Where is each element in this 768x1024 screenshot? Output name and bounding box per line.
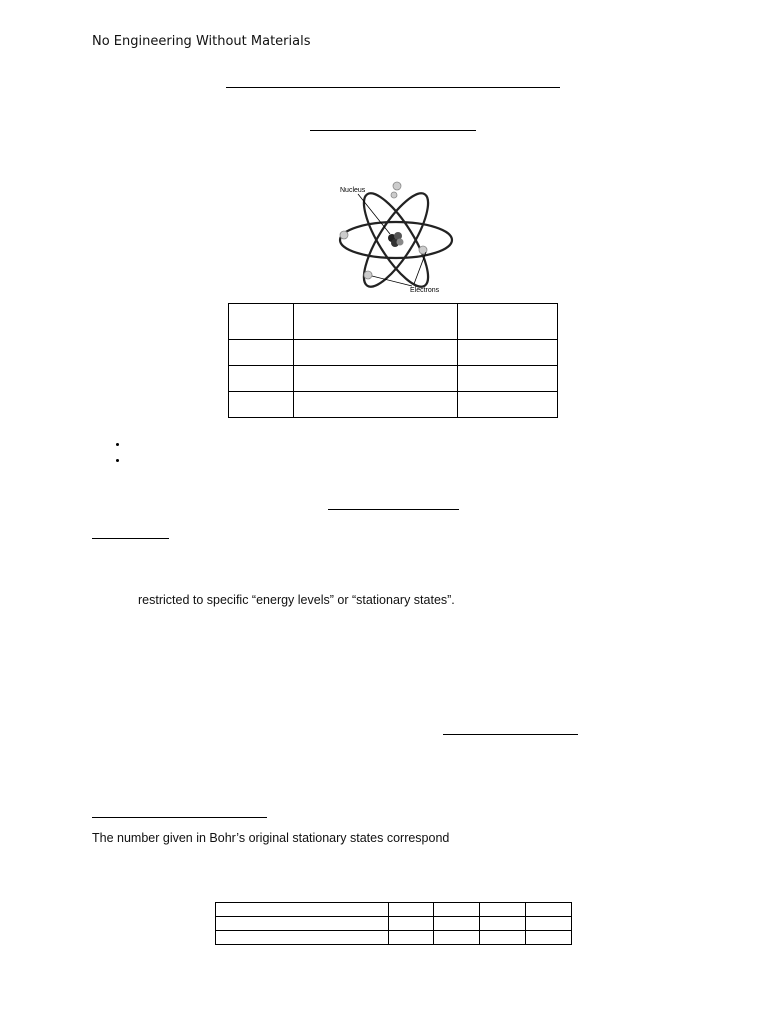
energy-levels-text: restricted to specific “energy levels” or “stationary states”.	[138, 593, 455, 607]
table-cell	[229, 304, 294, 340]
table-row	[216, 931, 572, 945]
table-cell	[216, 903, 389, 917]
title-rule	[226, 87, 560, 88]
table-row	[229, 340, 558, 366]
section-rule	[328, 509, 459, 510]
table-cell	[293, 340, 457, 366]
table-cell	[458, 304, 558, 340]
table-cell	[293, 304, 457, 340]
page-header-title: No Engineering Without Materials	[92, 34, 311, 49]
table-cell	[458, 366, 558, 392]
table-cell	[229, 366, 294, 392]
table-cell	[229, 392, 294, 418]
states-table	[215, 902, 572, 945]
term-rule-2	[443, 734, 578, 735]
table-row	[216, 903, 572, 917]
table-cell	[434, 931, 480, 945]
table-cell	[229, 340, 294, 366]
table-cell	[526, 903, 572, 917]
nucleus-label: Nucleus	[340, 187, 366, 194]
table-cell	[480, 931, 526, 945]
atom-diagram	[334, 180, 460, 298]
electrons-label: Electrons	[410, 287, 440, 294]
table-cell	[216, 917, 389, 931]
table-cell	[434, 903, 480, 917]
table-row	[229, 304, 558, 340]
table-cell	[434, 917, 480, 931]
particle-table	[228, 303, 558, 418]
table-cell	[480, 903, 526, 917]
table-row	[229, 392, 558, 418]
bohr-states-text: The number given in Bohr’s original stationary states correspond	[92, 831, 450, 845]
term-rule-1	[92, 538, 169, 539]
subtitle-rule	[310, 130, 476, 131]
table-cell	[458, 340, 558, 366]
table-cell	[458, 392, 558, 418]
table-cell	[293, 366, 457, 392]
table-row	[229, 366, 558, 392]
term-rule-3	[92, 817, 267, 818]
table-cell	[526, 917, 572, 931]
table-cell	[293, 392, 457, 418]
table-cell	[388, 931, 434, 945]
table-cell	[216, 931, 389, 945]
table-row	[216, 917, 572, 931]
table-cell	[526, 931, 572, 945]
table-cell	[388, 903, 434, 917]
table-cell	[480, 917, 526, 931]
table-cell	[388, 917, 434, 931]
nucleus-icon	[388, 232, 404, 247]
